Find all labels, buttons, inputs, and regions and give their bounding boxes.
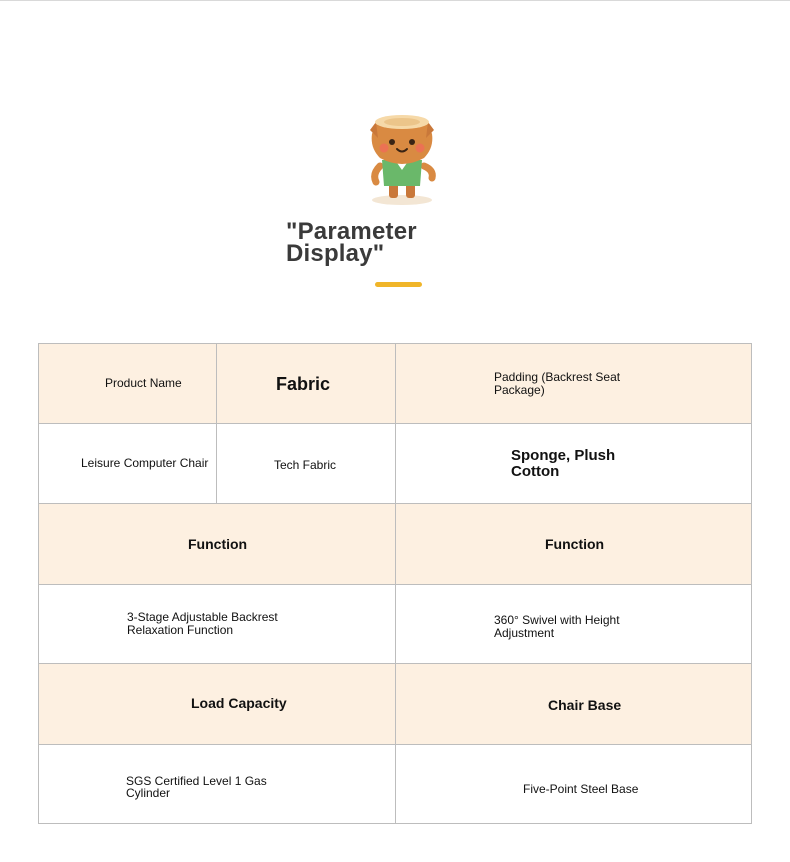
cell-label: Fabric <box>276 373 331 394</box>
page-title: "Parameter Display" <box>286 218 417 267</box>
table-cell <box>395 663 752 745</box>
table-cell <box>38 744 396 824</box>
cell-label: Product Name <box>105 376 182 390</box>
table-cell <box>216 423 396 504</box>
table-cell <box>38 343 217 424</box>
table-cell <box>38 423 217 504</box>
table-cell <box>38 503 396 585</box>
cell-label: Padding (Backrest Seat Package) <box>494 369 621 397</box>
parameter-table <box>38 343 752 824</box>
cell-value: 3-Stage Adjustable Backrest Relaxation Function <box>127 610 278 637</box>
table-cell <box>395 503 752 585</box>
cell-label: Function <box>545 536 605 552</box>
title-underline <box>375 282 422 287</box>
table-cell <box>38 584 396 664</box>
table-cell <box>216 343 396 424</box>
cell-value: Sponge, Plush Cotton <box>511 446 616 480</box>
cell-value: Tech Fabric <box>274 458 337 472</box>
cell-value: 360° Swivel with Height Adjustment <box>494 613 620 640</box>
cell-label: Function <box>188 536 248 552</box>
cell-label: Load Capacity <box>191 695 287 711</box>
cell-value: Five-Point Steel Base <box>523 781 639 796</box>
tree-stump-mascot-icon <box>362 108 442 208</box>
top-divider <box>0 0 790 1</box>
cell-value: SGS Certified Level 1 Gas Cylinder <box>126 774 267 800</box>
table-cell <box>38 663 396 745</box>
table-cell <box>395 744 752 824</box>
table-cell <box>395 343 752 424</box>
cell-value: Leisure Computer Chair <box>81 456 209 470</box>
table-cell <box>395 423 752 504</box>
table-cell <box>395 584 752 664</box>
cell-label: Chair Base <box>548 696 622 713</box>
